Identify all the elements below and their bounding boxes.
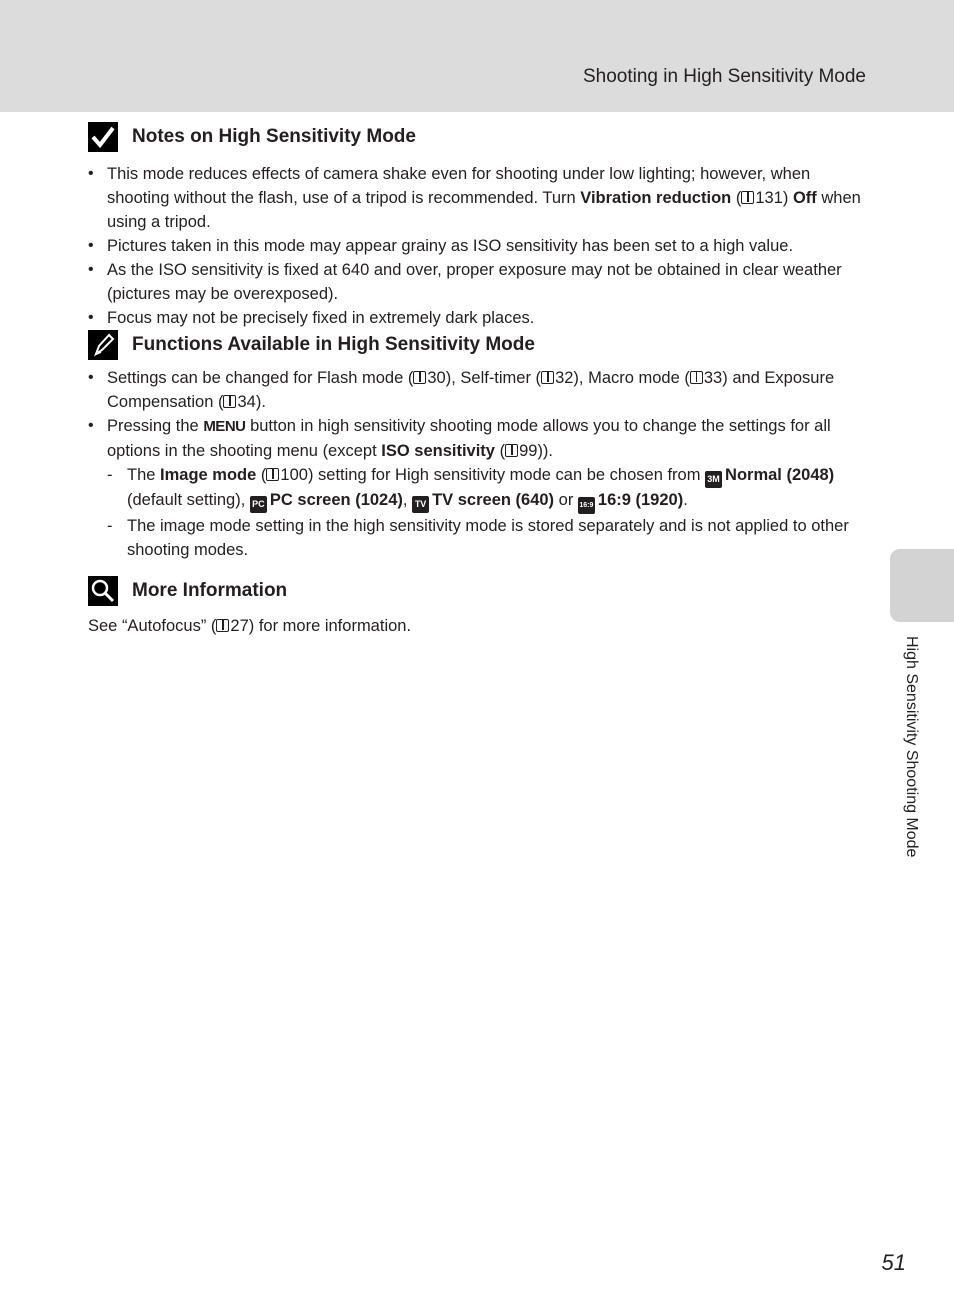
more-info-title: More Information — [132, 580, 288, 601]
side-tab-label: High Sensitivity Shooting Mode — [903, 636, 920, 858]
functions-section — [88, 330, 868, 562]
functions-list — [88, 366, 868, 562]
more-info-text: See “Autofocus” ( 27) for more information. — [88, 617, 412, 635]
normal-mode-icon: 3M — [705, 471, 722, 488]
page-ref-icon — [216, 619, 229, 632]
list-item: - The image mode setting in the high sensitivity mode is stored separately and is not applied to other shooting modes. — [107, 514, 868, 562]
side-tab — [890, 549, 954, 622]
pc-screen-icon: PC — [250, 496, 267, 513]
notes-heading — [88, 122, 868, 152]
page-number: 51 — [881, 1250, 906, 1275]
page-ref-icon — [266, 468, 279, 481]
list-item: • Settings can be changed for Flash mode ( 30), Self-timer ( 32), Macro mode ( 33) and Exposure Compensation ( 34). — [88, 366, 868, 414]
list-item: • As the ISO sensitivity is fixed at 640 and over, proper exposure may not be obtained in clear weather (pictures may be overexposed). — [88, 258, 868, 306]
functions-heading — [88, 330, 868, 360]
more-info-section — [88, 576, 868, 638]
page-ref-icon — [741, 191, 754, 204]
more-info-heading — [88, 576, 868, 606]
list-item: • Pictures taken in this mode may appear grainy as ISO sensitivity has been set to a high value. — [88, 234, 868, 258]
notes-section — [88, 122, 868, 330]
magnifier-icon — [88, 576, 118, 606]
page-header — [0, 0, 954, 112]
list-item: • Focus may not be precisely fixed in extremely dark places. — [88, 306, 868, 330]
tv-screen-icon: TV — [412, 496, 429, 513]
list-item: • Pressing the MENU button in high sensitivity shooting mode allows you to change the settings for all options in the shooting menu (except ISO sensitivity ( 99)). - The Image mode ( 100) setting for High sensitivity mode can be chosen from 3M Normal (2048) (default setting), PC PC screen (1024), TV TV screen (640) or 16:9 16:9 (1920). - The image mode setting in the high sensitivity mode is stored separately and is not applied to other shooting modes. — [88, 414, 868, 562]
notes-list — [88, 162, 868, 330]
page-ref-icon — [690, 371, 703, 384]
menu-button-icon: MENU — [203, 418, 246, 435]
page-ref-icon — [505, 444, 518, 457]
list-item: - The Image mode ( 100) setting for High sensitivity mode can be chosen from 3M Normal (2048) (default setting), PC PC screen (1024), TV TV screen (640) or 16:9 16:9 (1920). — [107, 463, 868, 514]
functions-title: Functions Available in High Sensitivity Mode — [132, 334, 535, 355]
functions-sublist — [107, 463, 868, 562]
pencil-icon — [88, 330, 118, 360]
page-ref-icon — [223, 395, 236, 408]
page-ref-icon — [413, 371, 426, 384]
checkmark-icon — [88, 122, 118, 152]
widescreen-icon: 16:9 — [578, 497, 595, 514]
list-item: • This mode reduces effects of camera shake even for shooting under low lighting; however, when shooting without the flash, use of a tripod is recommended. Turn Vibration reduction ( 131) Off when using a tripod. — [88, 162, 868, 234]
page-ref-icon — [541, 371, 554, 384]
notes-title: Notes on High Sensitivity Mode — [132, 126, 416, 147]
header-title: Shooting in High Sensitivity Mode — [582, 66, 866, 87]
